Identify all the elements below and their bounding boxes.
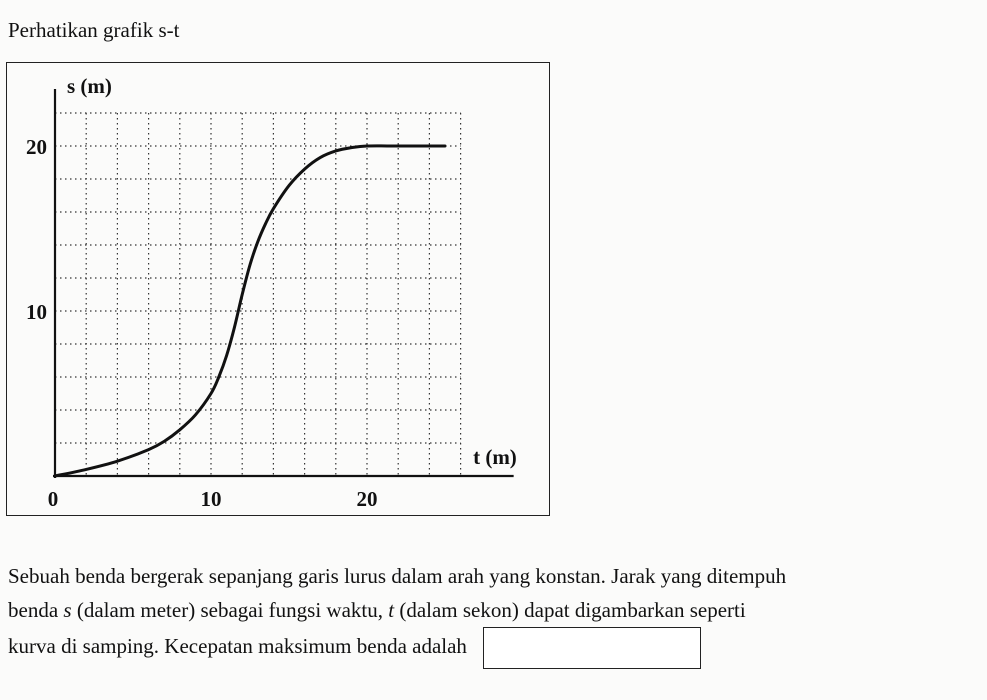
q-text: kurva di samping. Kecepatan maksimum benda adalah bbox=[8, 634, 467, 658]
q-var-t: t bbox=[388, 597, 395, 622]
x-tick-label: 0 bbox=[47, 487, 59, 511]
q-var-s: s bbox=[63, 597, 72, 622]
question-line-3 bbox=[8, 627, 968, 669]
question-line-1: Sebuah benda bergerak sepanjang garis lurus dalam arah yang konstan. Jarak yang ditempuh bbox=[8, 564, 787, 588]
x-tick-label: 10 bbox=[200, 487, 222, 511]
question-line-2 bbox=[8, 594, 968, 628]
q-text: (dalam sekon) dapat digambarkan seperti bbox=[394, 597, 746, 622]
tick-labels bbox=[26, 135, 378, 511]
grid-lines bbox=[55, 113, 461, 476]
graph-frame bbox=[6, 62, 550, 516]
y-axis-label: s (m) bbox=[67, 74, 112, 98]
s-t-chart bbox=[7, 63, 551, 517]
y-tick-label: 10 bbox=[26, 300, 47, 324]
y-tick-label: 20 bbox=[26, 135, 47, 159]
question-text bbox=[8, 560, 968, 669]
intro-text: Perhatikan grafik s-t bbox=[8, 18, 180, 42]
q-text: benda bbox=[8, 597, 64, 622]
answer-box[interactable] bbox=[483, 627, 701, 669]
x-axis-label: t (m) bbox=[473, 445, 517, 469]
x-tick-label: 20 bbox=[356, 487, 378, 511]
q-text: (dalam meter) sebagai fungsi waktu, bbox=[71, 597, 389, 622]
